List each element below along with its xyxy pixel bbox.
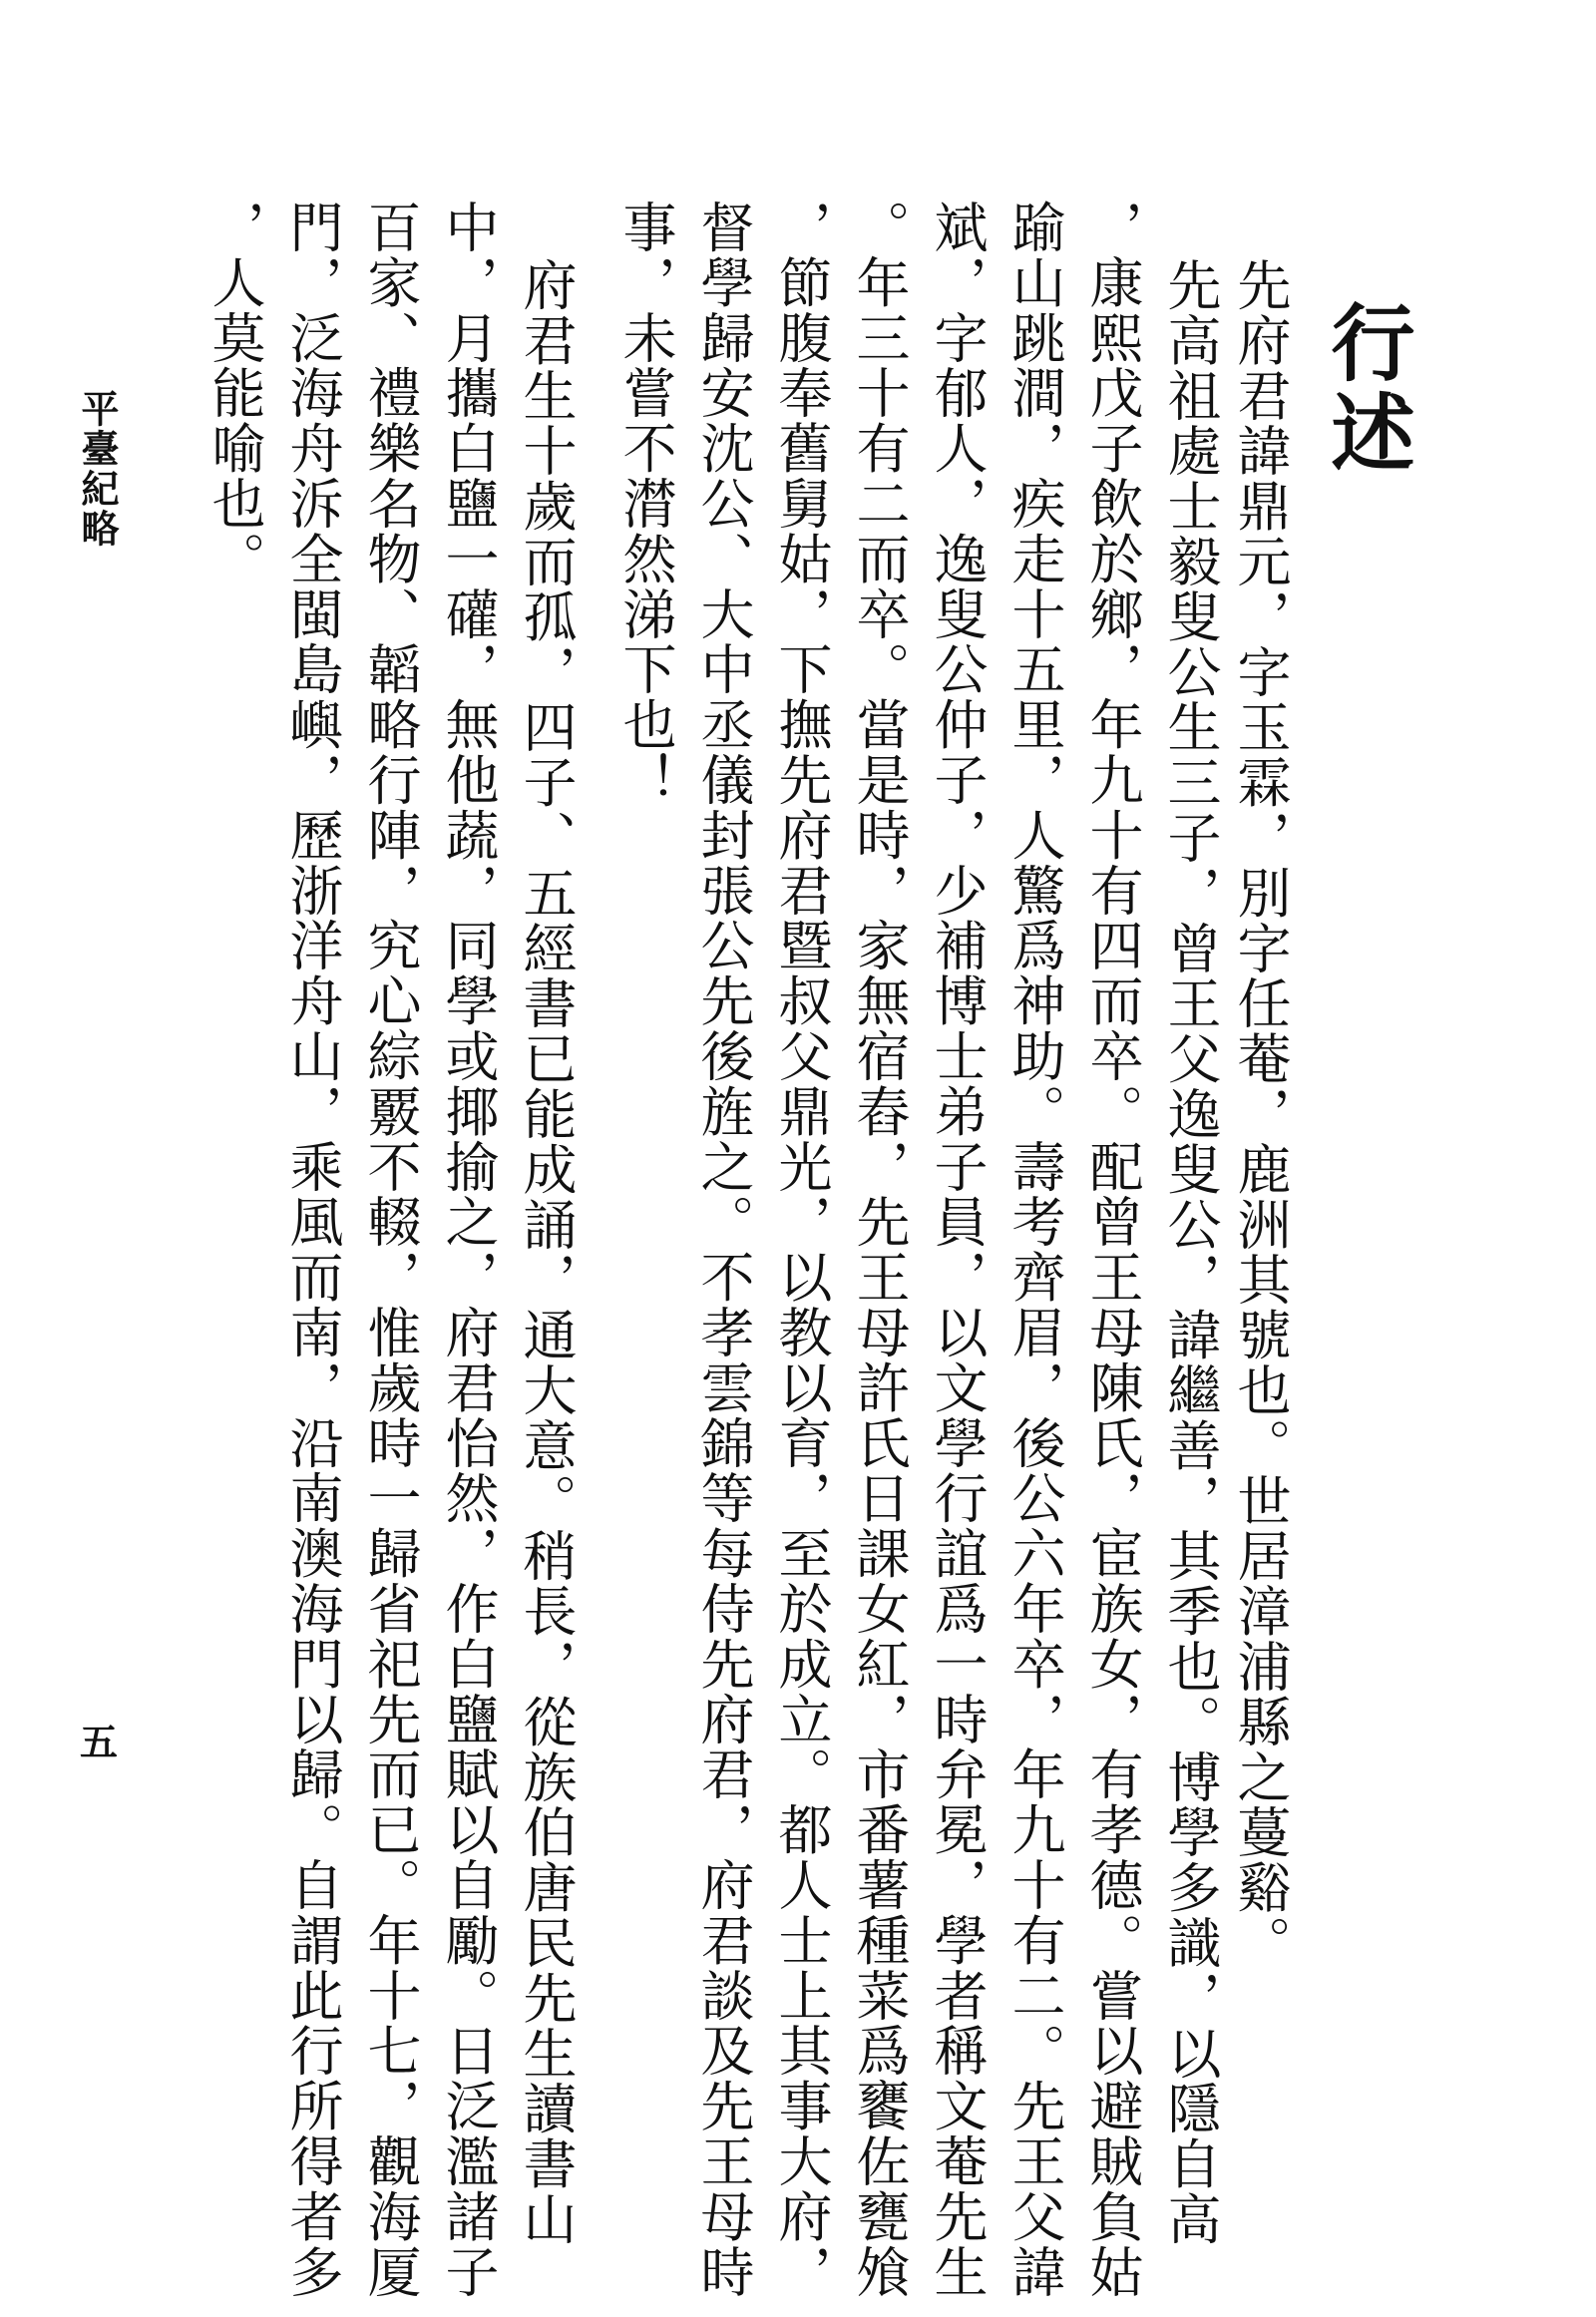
book-title: 平臺紀略 [75, 389, 120, 549]
text-column: 先高祖處士毅叟公生三子，曾王父逸叟公，諱繼善，其季也。博學多識，以隱自高 [1159, 257, 1222, 2247]
text-column: 督學歸安沈公、大中丞儀封張公先後旌之。不孝雲錦等每侍先府君，府君談及先王母時 [692, 199, 755, 2300]
text-column: 踰山跳澗，疾走十五里，人驚爲神助。壽考齊眉，後公六年卒，年九十有二。先王父諱 [1003, 199, 1066, 2300]
text-column: ，康熙戊子飲於鄉，年九十有四而卒。配曾王母陳氏，宦族女，有孝德。嘗以避賊負姑 [1081, 199, 1144, 2300]
text-column: 府君生十歲而孤，四子、五經書已能成誦，通大意。稍長，從族伯唐民先生讀書山 [515, 257, 578, 2247]
text-column: 斌，字郁人，逸叟公仲子，少補博士弟子員，以文學行誼爲一時弁冕，學者稱文菴先生 [926, 199, 989, 2300]
page-number: 五 [80, 1720, 119, 1764]
text-column: 先府君諱鼎元，字玉霖，別字任菴，鹿洲其號也。世居漳浦縣之蔓谿。 [1229, 257, 1292, 1971]
text-column: 事，未嘗不潸然涕下也！ [614, 199, 677, 808]
text-column: ，節腹奉舊舅姑，下撫先府君暨叔父鼎光，以教以育，至於成立。都人士上其事大府， [770, 199, 833, 2300]
text-column: 百家、禮樂名物、韜略行陣，究心綜覈不輟，惟歲時一歸省祀先而已。年十七，觀海厦 [359, 199, 422, 2300]
text-column: 中，月攜白鹽一礶，無他蔬，同學或揶揄之，府君怡然，作白鹽賦以自勵。日泛濫諸子 [437, 199, 500, 2300]
text-column: 。年三十有二而卒。當是時，家無宿舂，先王母許氏日課女紅，市番薯種菜爲饔佐甕飧 [848, 199, 911, 2300]
section-title: 行述 [1318, 299, 1416, 479]
text-column: 門，泛海舟泝全閩島嶼，歷浙洋舟山，乘風而南，沿南澳海門以歸。自謂此行所得者多 [281, 199, 344, 2300]
text-column: ，人莫能喻也。 [203, 199, 266, 586]
